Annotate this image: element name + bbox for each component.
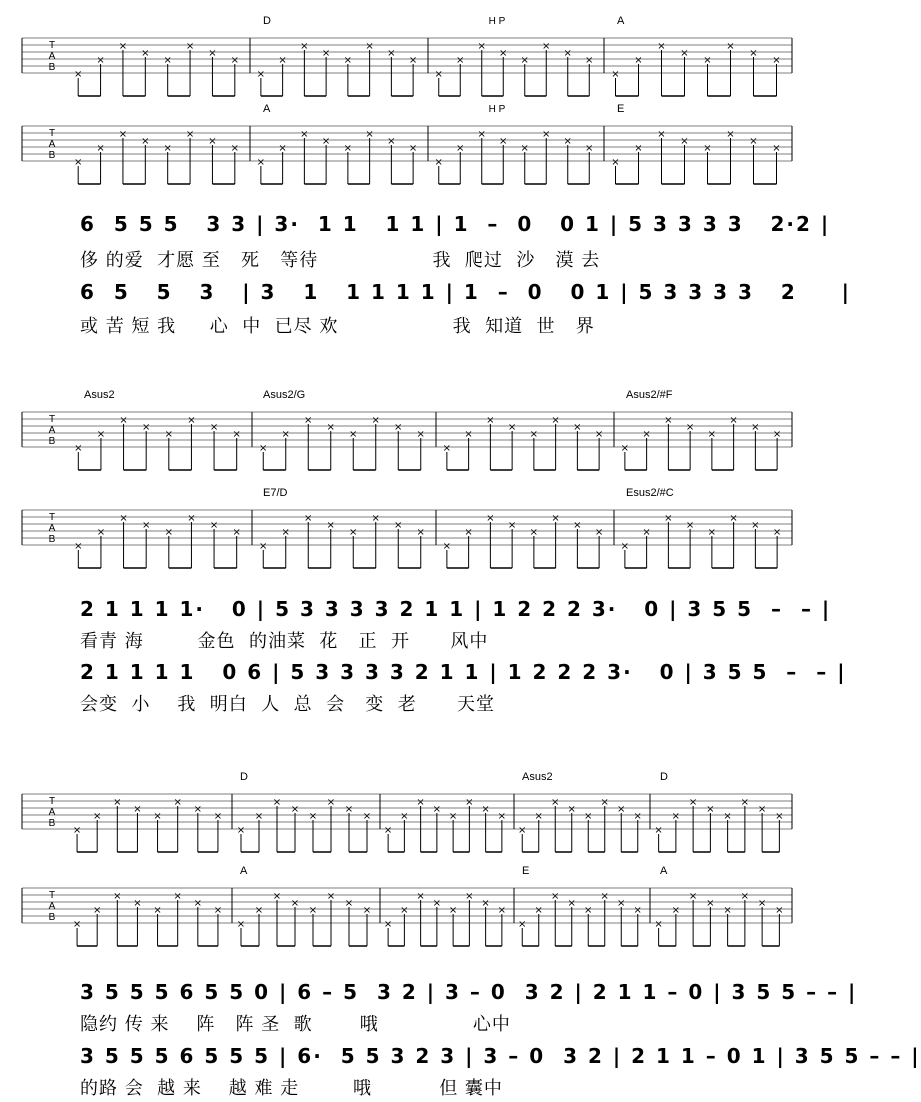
system-1-b-m0-note: ×: [185, 129, 195, 140]
system-3-b-m3-note: ×: [534, 905, 543, 916]
system-3-b-m3-note: ×: [633, 905, 642, 916]
system-3-b-m3-note: ×: [567, 898, 576, 909]
system-1-a-m3-note: ×: [749, 48, 758, 59]
system-3-b-m2-note: ×: [481, 898, 490, 909]
system-2-a-m2-note: ×: [486, 415, 495, 426]
system-2-b-m0-note: ×: [232, 527, 241, 538]
system-1-chord: A: [263, 103, 271, 115]
jianpu-line-1a: 6 5 5 5 3 3 | 3· 1 1 1 1 | 1 – 0 0 1 | 5 3 3 3 3 2·2 |: [80, 212, 831, 236]
system-2-a-m1-note: ×: [371, 415, 380, 426]
system-3-a-m3-note: ×: [584, 811, 593, 822]
system-1-b-m3-note: ×: [749, 136, 758, 147]
system-2-b-m2-note: ×: [551, 513, 560, 524]
system-3-a-m4-note: ×: [671, 811, 681, 822]
system-2-a-m2-note: ×: [573, 422, 582, 433]
system-1-b-m1-note: ×: [343, 143, 353, 154]
system-1-b-m3-note: ×: [611, 157, 620, 168]
system-2-a-m1-note: ×: [349, 429, 358, 440]
system-1-b-m0-note: ×: [230, 143, 240, 154]
system-1-a-m2-note: ×: [585, 55, 594, 66]
system-2-b-m3-note: ×: [685, 520, 695, 531]
lyric-line-3a: 隐约 传 来 阵 阵 圣 歌 哦 心中: [80, 1014, 511, 1035]
system-2-a-m1-note: ×: [259, 443, 268, 454]
system-3-a-m0-note: ×: [213, 811, 223, 822]
system-1-a-m1-note: ×: [321, 48, 331, 59]
system-3-a-m1-note: ×: [272, 797, 282, 808]
system-3-a-m1-note: ×: [236, 825, 246, 836]
system-3-b-m4-note: ×: [775, 905, 784, 916]
system-2-b-m3-note: ×: [642, 527, 651, 538]
tab-letter-b: B: [48, 818, 56, 829]
system-1-b-m3-note: ×: [657, 129, 666, 140]
system-1-a-m1-note: ×: [300, 41, 309, 52]
system-2-b-m2-note: ×: [486, 513, 495, 524]
system-2-b-m0-note: ×: [74, 541, 83, 552]
system-1-b-m0-note: ×: [96, 143, 105, 154]
system-2-a-m2-note: ×: [551, 415, 560, 426]
system-1-a-m0-note: ×: [185, 41, 195, 52]
system-3-b-m0-note: ×: [213, 905, 223, 916]
system-1-a-m3-note: ×: [634, 55, 643, 66]
system-2-a-m1-note: ×: [416, 429, 425, 440]
tab-letter-a: A: [48, 901, 56, 912]
system-2-chord: Asus2/#F: [626, 389, 673, 401]
system-2-b-m2-note: ×: [529, 527, 539, 538]
system-2-a-m0-note: ×: [119, 415, 128, 426]
system-3-b-m2-note: ×: [497, 905, 507, 916]
system-3-a-m4-note: ×: [757, 804, 767, 815]
system-3-a-m1-note: ×: [254, 811, 264, 822]
system-2-b-m1-note: ×: [281, 527, 290, 538]
system-3-a-m4-note: ×: [688, 797, 698, 808]
system-3-a-m1-note: ×: [308, 811, 318, 822]
system-1-a-m2-note: ×: [563, 48, 572, 59]
system-3-b-m2-note: ×: [432, 898, 442, 909]
system-2-b-m1-note: ×: [349, 527, 358, 538]
system-3-a-m0-note: ×: [193, 804, 203, 815]
system-3-b-m2-note: ×: [465, 891, 474, 902]
system-2-chord: Esus2/#C: [626, 487, 674, 499]
system-1-b-m2-note: ×: [434, 157, 443, 168]
system-3-a-m4-note: ×: [706, 804, 715, 815]
system-3-b-m4-note: ×: [740, 891, 750, 902]
system-1-b-m2-note: ×: [499, 136, 508, 147]
system-3-a-m4-note: ×: [740, 797, 750, 808]
hp-label: H P: [488, 104, 506, 115]
system-3-a-m0-note: ×: [153, 811, 162, 822]
system-1-b-m1-note: ×: [365, 129, 374, 140]
tab-letter-t: T: [48, 890, 56, 901]
system-2-chord: E7/D: [263, 487, 288, 499]
system-2-b-m1-note: ×: [304, 513, 313, 524]
system-3-a-m0-note: ×: [92, 811, 102, 822]
system-3-a-m2-note: ×: [432, 804, 442, 815]
system-1-b-m2-note: ×: [477, 129, 486, 140]
system-1-b-m3-note: ×: [680, 136, 689, 147]
system-1-a-m2-note: ×: [542, 41, 551, 52]
system-3-a-m2-note: ×: [416, 797, 425, 808]
system-1-a-m0-note: ×: [208, 48, 217, 59]
system-3-b-m4-note: ×: [757, 898, 767, 909]
system-2-a-m0-note: ×: [96, 429, 106, 440]
tab-letter-b: B: [48, 150, 56, 161]
system-3-a-m2-note: ×: [481, 804, 490, 815]
tab-letter-t: T: [48, 414, 56, 425]
system-3-a-m2-note: ×: [400, 811, 409, 822]
system-2-a-m2-note: ×: [464, 429, 473, 440]
system-1-a-m0-note: ×: [230, 55, 240, 66]
system-2-a-m3-note: ×: [751, 422, 760, 433]
system-3-a-m1-note: ×: [326, 797, 336, 808]
system-2-a-m0-note: ×: [232, 429, 241, 440]
system-3-a-m4-note: ×: [723, 811, 732, 822]
system-2-a-m1-note: ×: [326, 422, 335, 433]
system-1-a-m1-note: ×: [408, 55, 418, 66]
system-1-b-m0-note: ×: [141, 136, 150, 147]
system-1-a-m2-note: ×: [520, 55, 529, 66]
system-1-b-m3-note: ×: [703, 143, 712, 154]
system-2-a-m3-note: ×: [642, 429, 651, 440]
system-3-b-m1-note: ×: [236, 919, 246, 930]
system-2-a-m0-note: ×: [164, 429, 174, 440]
system-2-b-m3-note: ×: [664, 513, 673, 524]
system-3-a-m3-note: ×: [567, 804, 576, 815]
system-1-b-m0-note: ×: [163, 143, 172, 154]
system-3-b-m0-note: ×: [72, 919, 82, 930]
system-2-a-m2-note: ×: [442, 443, 452, 454]
system-2-a-m0-note: ×: [187, 415, 196, 426]
jianpu-line-2a: 2 1 1 1 1· 0 | 5 3 3 3 3 2 1 1 | 1 2 2 2 3· 0 | 3 5 5 – – |: [80, 597, 832, 621]
system-2-b-m3-note: ×: [751, 520, 760, 531]
system-1-b-m3-note: ×: [772, 143, 781, 154]
system-1-b-m0-note: ×: [208, 136, 217, 147]
system-2-a-m2-note: ×: [507, 422, 517, 433]
system-2-b-m0-note: ×: [96, 527, 106, 538]
system-1-chord: D: [263, 15, 271, 27]
system-3-b-m3-note: ×: [584, 905, 593, 916]
system-2-a-m0-note: ×: [209, 422, 219, 433]
system-1-a-m0-note: ×: [118, 41, 128, 52]
system-2-b-m1-note: ×: [326, 520, 335, 531]
tab-letter-a: A: [48, 807, 56, 818]
system-2-a-m3-note: ×: [729, 415, 738, 426]
tab-letter-t: T: [48, 796, 56, 807]
system-3-chord: A: [660, 865, 668, 877]
system-3-a-m3-note: ×: [633, 811, 642, 822]
system-3-chord: E: [522, 865, 530, 877]
system-3-b-m4-note: ×: [723, 905, 732, 916]
system-3-b-m4-note: ×: [706, 898, 715, 909]
system-1-a-m3-note: ×: [703, 55, 712, 66]
jianpu-line-2b: 2 1 1 1 1 0 6 | 5 3 3 3 3 2 1 1 | 1 2 2 2 3· 0 | 3 5 5 – – |: [80, 660, 847, 684]
system-1-a-m3-note: ×: [726, 41, 735, 52]
system-2-a-m1-note: ×: [304, 415, 313, 426]
system-3-b-m2-note: ×: [416, 891, 425, 902]
system-2-b-m1-note: ×: [259, 541, 268, 552]
system-3-b-m3-note: ×: [600, 891, 609, 902]
system-3-b-m1-note: ×: [254, 905, 264, 916]
system-1-b-m2-note: ×: [585, 143, 594, 154]
jianpu-line-1b: 6 5 5 3 | 3 1 1 1 1 1 | 1 – 0 0 1 | 5 3 3 3 3 2 |: [80, 280, 851, 304]
system-2-chord: Asus2/G: [263, 389, 306, 401]
system-3-a-m0-note: ×: [133, 804, 142, 815]
system-3-a-m0-note: ×: [72, 825, 82, 836]
system-3-b-m3-note: ×: [551, 891, 560, 902]
system-3-b-m1-note: ×: [272, 891, 282, 902]
system-1-a-m2-note: ×: [456, 55, 465, 66]
system-3-a-m3-note: ×: [534, 811, 543, 822]
system-2-b-m0-note: ×: [209, 520, 219, 531]
system-3-a-m2-note: ×: [465, 797, 474, 808]
lyric-line-1b: 或 苦 短 我 心 中 已尽 欢 我 知道 世 界: [80, 316, 595, 337]
system-3-b-m3-note: ×: [617, 898, 626, 909]
system-2-b-m1-note: ×: [371, 513, 380, 524]
system-1-a-m2-note: ×: [477, 41, 486, 52]
lyric-line-3b: 的路 会 越 来 越 难 走 哦 但 囊中: [80, 1078, 503, 1099]
system-2-a-m3-note: ×: [620, 443, 630, 454]
system-3-a-m3-note: ×: [600, 797, 609, 808]
system-3-a-m0-note: ×: [173, 797, 182, 808]
hp-label: H P: [488, 16, 506, 27]
system-3-b-m2-note: ×: [448, 905, 458, 916]
tab-letter-a: A: [48, 51, 56, 62]
system-2-a-m3-note: ×: [685, 422, 695, 433]
system-2-a-m0-note: ×: [74, 443, 83, 454]
lyric-line-2a: 看青 海 金色 的油菜 花 正 开 风中: [80, 631, 489, 652]
system-2-a-m1-note: ×: [281, 429, 290, 440]
system-2-a-m3-note: ×: [664, 415, 673, 426]
system-3-b-m0-note: ×: [153, 905, 162, 916]
system-1-b-m2-note: ×: [542, 129, 551, 140]
system-2-b-m3-note: ×: [729, 513, 738, 524]
jianpu-line-3a: 3 5 5 5 6 5 5 0 | 6 – 5 3 2 | 3 – 0 3 2 | 2 1 1 – 0 | 3 5 5 – – |: [80, 980, 858, 1004]
system-1-a-m0-note: ×: [163, 55, 172, 66]
system-2-b-m2-note: ×: [573, 520, 582, 531]
system-3-b-m0-note: ×: [92, 905, 102, 916]
system-2-a-m2-note: ×: [594, 429, 604, 440]
system-1-a-m1-note: ×: [278, 55, 287, 66]
system-1-b-m2-note: ×: [520, 143, 529, 154]
system-1-b-m1-note: ×: [387, 136, 396, 147]
tab-letter-t: T: [48, 40, 56, 51]
system-3-b-m1-note: ×: [344, 898, 354, 909]
system-3-chord: A: [240, 865, 248, 877]
tab-letter-b: B: [48, 912, 56, 923]
system-1-b-m2-note: ×: [456, 143, 465, 154]
system-2-a-m3-note: ×: [707, 429, 717, 440]
system-1-a-m1-note: ×: [256, 69, 266, 80]
system-3-b-m4-note: ×: [671, 905, 681, 916]
system-3-a-m3-note: ×: [551, 797, 560, 808]
system-3-a-m4-note: ×: [775, 811, 784, 822]
system-2-b-m0-note: ×: [187, 513, 196, 524]
system-1-chord: E: [617, 103, 625, 115]
system-2-b-m3-note: ×: [707, 527, 717, 538]
system-1-b-m1-note: ×: [256, 157, 266, 168]
system-2-b-m2-note: ×: [442, 541, 452, 552]
system-3-b-m3-note: ×: [518, 919, 527, 930]
system-3-a-m4-note: ×: [654, 825, 663, 836]
system-2-a-m1-note: ×: [394, 422, 403, 433]
system-3-b-m0-note: ×: [193, 898, 203, 909]
system-2-a-m3-note: ×: [772, 429, 782, 440]
tab-letter-t: T: [48, 128, 56, 139]
system-2-b-m1-note: ×: [416, 527, 425, 538]
system-1-b-m1-note: ×: [321, 136, 331, 147]
system-1-a-m0-note: ×: [73, 69, 83, 80]
tab-letter-a: A: [48, 139, 56, 150]
system-3-a-m2-note: ×: [448, 811, 458, 822]
jianpu-line-3b: 3 5 5 5 6 5 5 5 | 6· 5 5 3 2 3 | 3 – 0 3 2 | 2 1 1 – 0 1 | 3 5 5 – – |: [80, 1044, 921, 1068]
system-2-b-m3-note: ×: [620, 541, 630, 552]
system-1-b-m1-note: ×: [300, 129, 309, 140]
system-1-b-m0-note: ×: [118, 129, 128, 140]
lyric-line-2b: 会变 小 我 明白 人 总 会 变 老 天堂: [80, 694, 496, 715]
system-3-a-m2-note: ×: [497, 811, 507, 822]
system-1-chord: A: [617, 15, 625, 27]
system-3-b-m0-note: ×: [173, 891, 182, 902]
system-2-a-m0-note: ×: [141, 422, 151, 433]
system-1-a-m3-note: ×: [611, 69, 620, 80]
system-1-b-m0-note: ×: [73, 157, 83, 168]
system-1-b-m3-note: ×: [634, 143, 643, 154]
tab-letter-a: A: [48, 425, 56, 436]
system-3-a-m3-note: ×: [518, 825, 527, 836]
system-3-b-m1-note: ×: [290, 898, 300, 909]
system-2-b-m2-note: ×: [507, 520, 517, 531]
system-1-a-m1-note: ×: [343, 55, 353, 66]
tab-letter-b: B: [48, 436, 56, 447]
system-1-a-m2-note: ×: [499, 48, 508, 59]
system-1-b-m1-note: ×: [408, 143, 418, 154]
system-3-a-m2-note: ×: [383, 825, 393, 836]
tab-letter-b: B: [48, 62, 56, 73]
system-2-b-m1-note: ×: [394, 520, 403, 531]
system-3-b-m1-note: ×: [326, 891, 336, 902]
system-1-a-m2-note: ×: [434, 69, 443, 80]
system-3-b-m0-note: ×: [113, 891, 122, 902]
tab-letter-t: T: [48, 512, 56, 523]
system-3-b-m1-note: ×: [308, 905, 318, 916]
system-3-a-m0-note: ×: [113, 797, 122, 808]
system-1-b-m3-note: ×: [726, 129, 735, 140]
system-3-a-m1-note: ×: [290, 804, 300, 815]
system-3-chord: D: [240, 771, 248, 783]
system-1-a-m1-note: ×: [365, 41, 374, 52]
system-2-chord: Asus2: [84, 389, 115, 401]
system-2-b-m2-note: ×: [464, 527, 473, 538]
tab-letter-b: B: [48, 534, 56, 545]
system-2-a-m2-note: ×: [529, 429, 539, 440]
system-1-b-m1-note: ×: [278, 143, 287, 154]
system-1-a-m0-note: ×: [141, 48, 150, 59]
tab-letter-a: A: [48, 523, 56, 534]
system-3-b-m0-note: ×: [133, 898, 142, 909]
system-3-a-m1-note: ×: [344, 804, 354, 815]
system-3-a-m3-note: ×: [617, 804, 626, 815]
system-3-b-m4-note: ×: [688, 891, 698, 902]
system-2-b-m3-note: ×: [772, 527, 782, 538]
system-1-a-m1-note: ×: [387, 48, 396, 59]
system-2-b-m2-note: ×: [594, 527, 604, 538]
system-1-a-m3-note: ×: [772, 55, 781, 66]
system-3-b-m4-note: ×: [654, 919, 663, 930]
system-1-b-m2-note: ×: [563, 136, 572, 147]
system-3-b-m1-note: ×: [362, 905, 372, 916]
system-2-b-m0-note: ×: [119, 513, 128, 524]
system-2-b-m0-note: ×: [141, 520, 151, 531]
system-3-a-m1-note: ×: [362, 811, 372, 822]
system-1-a-m3-note: ×: [657, 41, 666, 52]
system-1-a-m0-note: ×: [96, 55, 105, 66]
system-3-chord: D: [660, 771, 668, 783]
lyric-line-1a: 侈 的爱 才愿 至 死 等待 我 爬过 沙 漠 去: [80, 250, 601, 271]
system-3-chord: Asus2: [522, 771, 553, 783]
system-1-a-m3-note: ×: [680, 48, 689, 59]
system-3-b-m2-note: ×: [400, 905, 409, 916]
system-2-b-m0-note: ×: [164, 527, 174, 538]
system-3-b-m2-note: ×: [383, 919, 393, 930]
